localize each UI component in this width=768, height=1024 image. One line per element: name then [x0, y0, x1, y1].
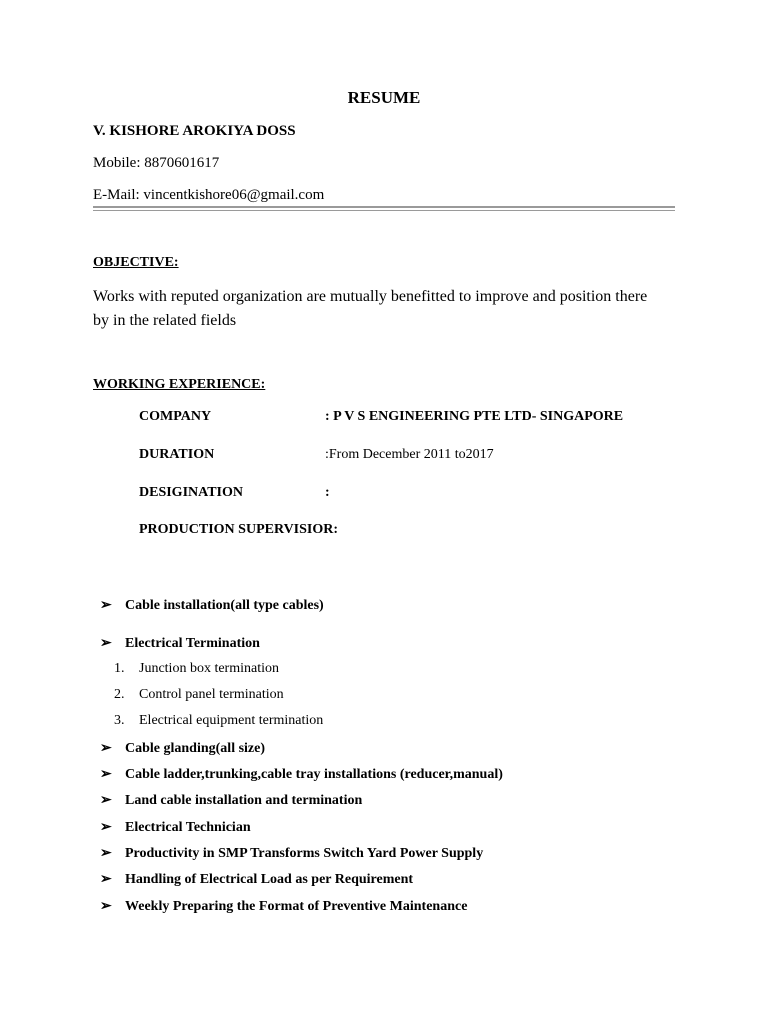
sub-list-number: 1.	[114, 661, 125, 676]
sub-list-number: 2.	[114, 687, 125, 702]
duty-text: Cable glanding(all size)	[125, 741, 266, 756]
objective-text: Works with reputed organization are mutually benefitted to improve and position there by in the related fields	[93, 288, 648, 329]
duration-value: :From December 2011 to2017	[325, 447, 494, 462]
header-divider-thin	[93, 210, 675, 211]
designation-label: DESIGINATION	[139, 485, 243, 500]
arrow-bullet-icon: ➢	[100, 872, 112, 887]
duty-text: Electrical Termination	[125, 636, 260, 651]
sub-list-item	[114, 713, 323, 729]
objective-heading: OBJECTIVE:	[93, 255, 179, 270]
sub-list-text: Junction box termination	[139, 661, 279, 676]
duty-item	[100, 740, 265, 757]
duty-text: Cable installation(all type cables)	[125, 598, 324, 613]
arrow-bullet-icon: ➢	[100, 899, 112, 914]
duty-item	[100, 766, 503, 783]
arrow-bullet-icon: ➢	[100, 793, 112, 808]
sub-list-text: Electrical equipment termination	[139, 713, 324, 728]
duty-text: Handling of Electrical Load as per Requirement	[125, 872, 414, 887]
arrow-bullet-icon: ➢	[100, 846, 112, 861]
duty-item	[100, 845, 483, 862]
header-divider	[93, 206, 675, 208]
duty-text: Electrical Technician	[125, 820, 251, 835]
sub-list-item	[114, 687, 284, 703]
email-address: E-Mail: vincentkishore06@gmail.com	[93, 187, 325, 203]
company-value: : P V S ENGINEERING PTE LTD- SINGAPORE	[325, 409, 624, 424]
duration-label: DURATION	[139, 447, 215, 462]
mobile-number: Mobile: 8870601617	[93, 155, 220, 171]
arrow-bullet-icon: ➢	[100, 820, 112, 835]
arrow-bullet-icon: ➢	[100, 767, 112, 782]
designation-value: :	[325, 485, 330, 500]
duty-item	[100, 635, 260, 652]
company-label: COMPANY	[139, 409, 212, 424]
duty-text: Land cable installation and termination	[125, 793, 363, 808]
experience-heading: WORKING EXPERIENCE:	[93, 377, 266, 392]
arrow-bullet-icon: ➢	[100, 636, 112, 651]
sub-list-number: 3.	[114, 713, 125, 728]
duty-item	[100, 871, 413, 888]
arrow-bullet-icon: ➢	[100, 741, 112, 756]
candidate-name: V. KISHORE AROKIYA DOSS	[93, 123, 296, 139]
sub-list-text: Control panel termination	[139, 687, 284, 702]
duty-text: Cable ladder,trunking,cable tray installations (reducer,manual)	[125, 767, 503, 782]
sub-list-item	[114, 661, 279, 677]
duty-text: Weekly Preparing the Format of Preventive Maintenance	[125, 899, 468, 914]
page-title: RESUME	[347, 88, 421, 107]
duty-text: Productivity in SMP Transforms Switch Yard Power Supply	[125, 846, 484, 861]
duty-item	[100, 898, 467, 915]
role-title: PRODUCTION SUPERVISIOR:	[139, 522, 339, 537]
duty-item	[100, 597, 324, 614]
duty-item	[100, 819, 251, 836]
arrow-bullet-icon: ➢	[100, 598, 112, 613]
duty-item	[100, 792, 362, 809]
